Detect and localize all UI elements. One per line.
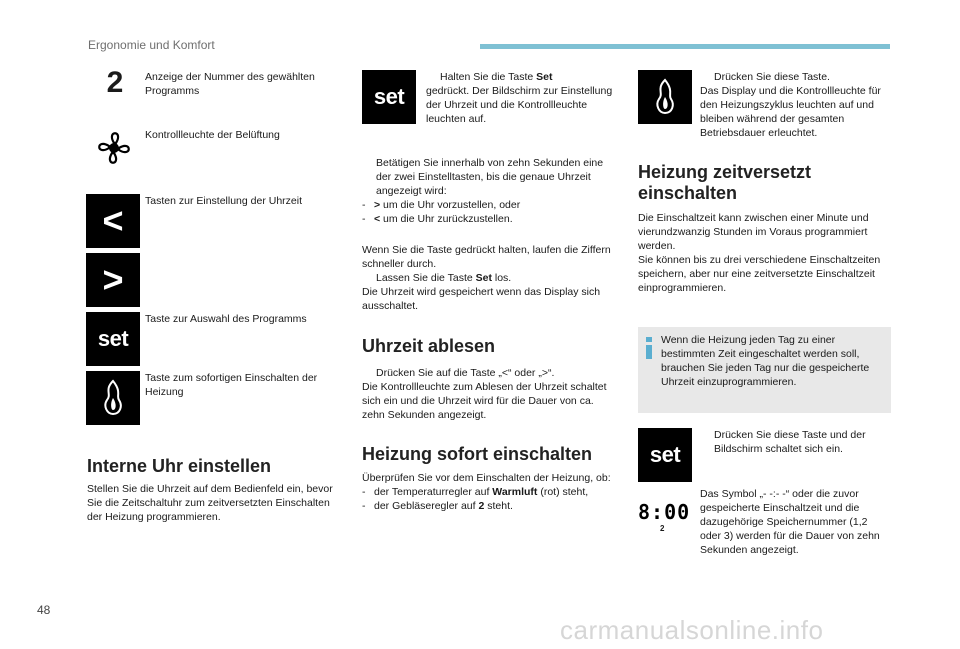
- hold-set-step: Halten Sie die Taste Set gedrückt. Der Bildschirm zur Einstellung der Uhrzeit und die Kontrollleuchte leuchten auf.: [426, 71, 613, 125]
- delayed-heating-title: Heizung zeitversetzt einschalten: [638, 162, 812, 203]
- adjust-step: Betätigen Sie innerhalb von zehn Sekunden eine der zwei Einstelltasten, bis die genaue Uhrzeit angezeigt wird: - > um die Uhr vorzustellen, oder - < um die Uhr zurückzustellen.: [362, 157, 604, 225]
- flame-key-icon: [86, 371, 140, 425]
- program-number-icon: 2: [106, 66, 124, 99]
- immediate-heating-body: Überprüfen Sie vor dem Einschalten der Heizung, ob: - der Temperaturregler auf Warmluft (rot) steht, - der Gebläseregler auf 2 steht.: [362, 472, 611, 512]
- section-header: Ergonomie und Komfort: [88, 38, 215, 52]
- set-key-icon-middle: set: [362, 70, 416, 124]
- clock-section-title: Interne Uhr einstellen: [87, 456, 272, 476]
- info-text: Wenn die Heizung jeden Tag zu einer bestimmten Zeit eingeschaltet werden soll, brauchen Sie jeden Tag nur die gespeicherte Uhrzeit einzuprogrammieren.: [661, 334, 870, 388]
- page-number: 48: [37, 603, 51, 617]
- press-key-step: Drücken Sie diese Taste. Das Display und die Kontrollleuchte für den Heizungszyklus leuchten auf und bleiben während der gesamten Betriebsdauer erleuchtet.: [700, 71, 881, 139]
- immediate-heating-title: Heizung sofort einschalten: [362, 444, 593, 464]
- clock-display-icon: 8:00 2: [638, 500, 691, 533]
- set-key-icon: set: [86, 312, 140, 366]
- set-key-step: Drücken Sie diese Taste und der Bildschirm schaltet sich ein.: [714, 429, 866, 455]
- immediate-heating-label: Taste zum sofortigen Einschalten der Heizung: [145, 372, 318, 398]
- fan-icon: [94, 128, 134, 168]
- delayed-heating-body: Die Einschaltzeit kann zwischen einer Minute und vierundzwanzig Stunden im Voraus programmiert werden. Sie können bis zu drei verschiedene Einschaltzeiten speichern, aber nur eine zeitversetzte Einschaltzeit einprogrammieren.: [638, 212, 881, 294]
- info-box: [638, 327, 891, 413]
- watermark: carmanualsonline.info: [560, 615, 824, 645]
- clock-section-body: Stellen Sie die Uhrzeit auf dem Bedienfeld ein, bevor Sie die Zeitschaltuhr zum zeitversetzten Einschalten der Heizung programmieren.: [87, 483, 333, 523]
- clock-keys-label: Tasten zur Einstellung der Uhrzeit: [145, 195, 302, 207]
- flame-key-icon-right: [638, 70, 692, 124]
- set-key-icon-right: set: [638, 428, 692, 482]
- hold-text: Wenn Sie die Taste gedrückt halten, laufen die Ziffern schneller durch. Lassen Sie die Taste Set los. Die Uhrzeit wird gespeichert wenn das Display sich ausschaltet.: [362, 244, 611, 312]
- program-select-label: Taste zur Auswahl des Programms: [145, 313, 307, 325]
- read-clock-title: Uhrzeit ablesen: [362, 336, 496, 356]
- less-key-icon: <: [86, 194, 140, 248]
- greater-key-icon: >: [86, 253, 140, 307]
- ventilation-label: Kontrollleuchte der Belüftung: [145, 129, 280, 141]
- info-icon: [646, 337, 652, 359]
- header-bar: [480, 44, 890, 49]
- read-clock-body: Drücken Sie auf die Taste „<“ oder „>“. Die Kontrollleuchte zum Ablesen der Uhrzeit schaltet sich ein und die Uhrzeit wird für die Dauer von ca. zehn Sekunden angezeigt.: [362, 367, 607, 421]
- program-number-label: Anzeige der Nummer des gewählten Programms: [145, 71, 315, 97]
- symbol-text: Das Symbol „- -:- -“ oder die zuvor gespeicherte Einschaltzeit und die dazugehörige Speichernummer (1,2 oder 3) werden für die Dauer von zehn Sekunden angezeigt.: [700, 488, 880, 556]
